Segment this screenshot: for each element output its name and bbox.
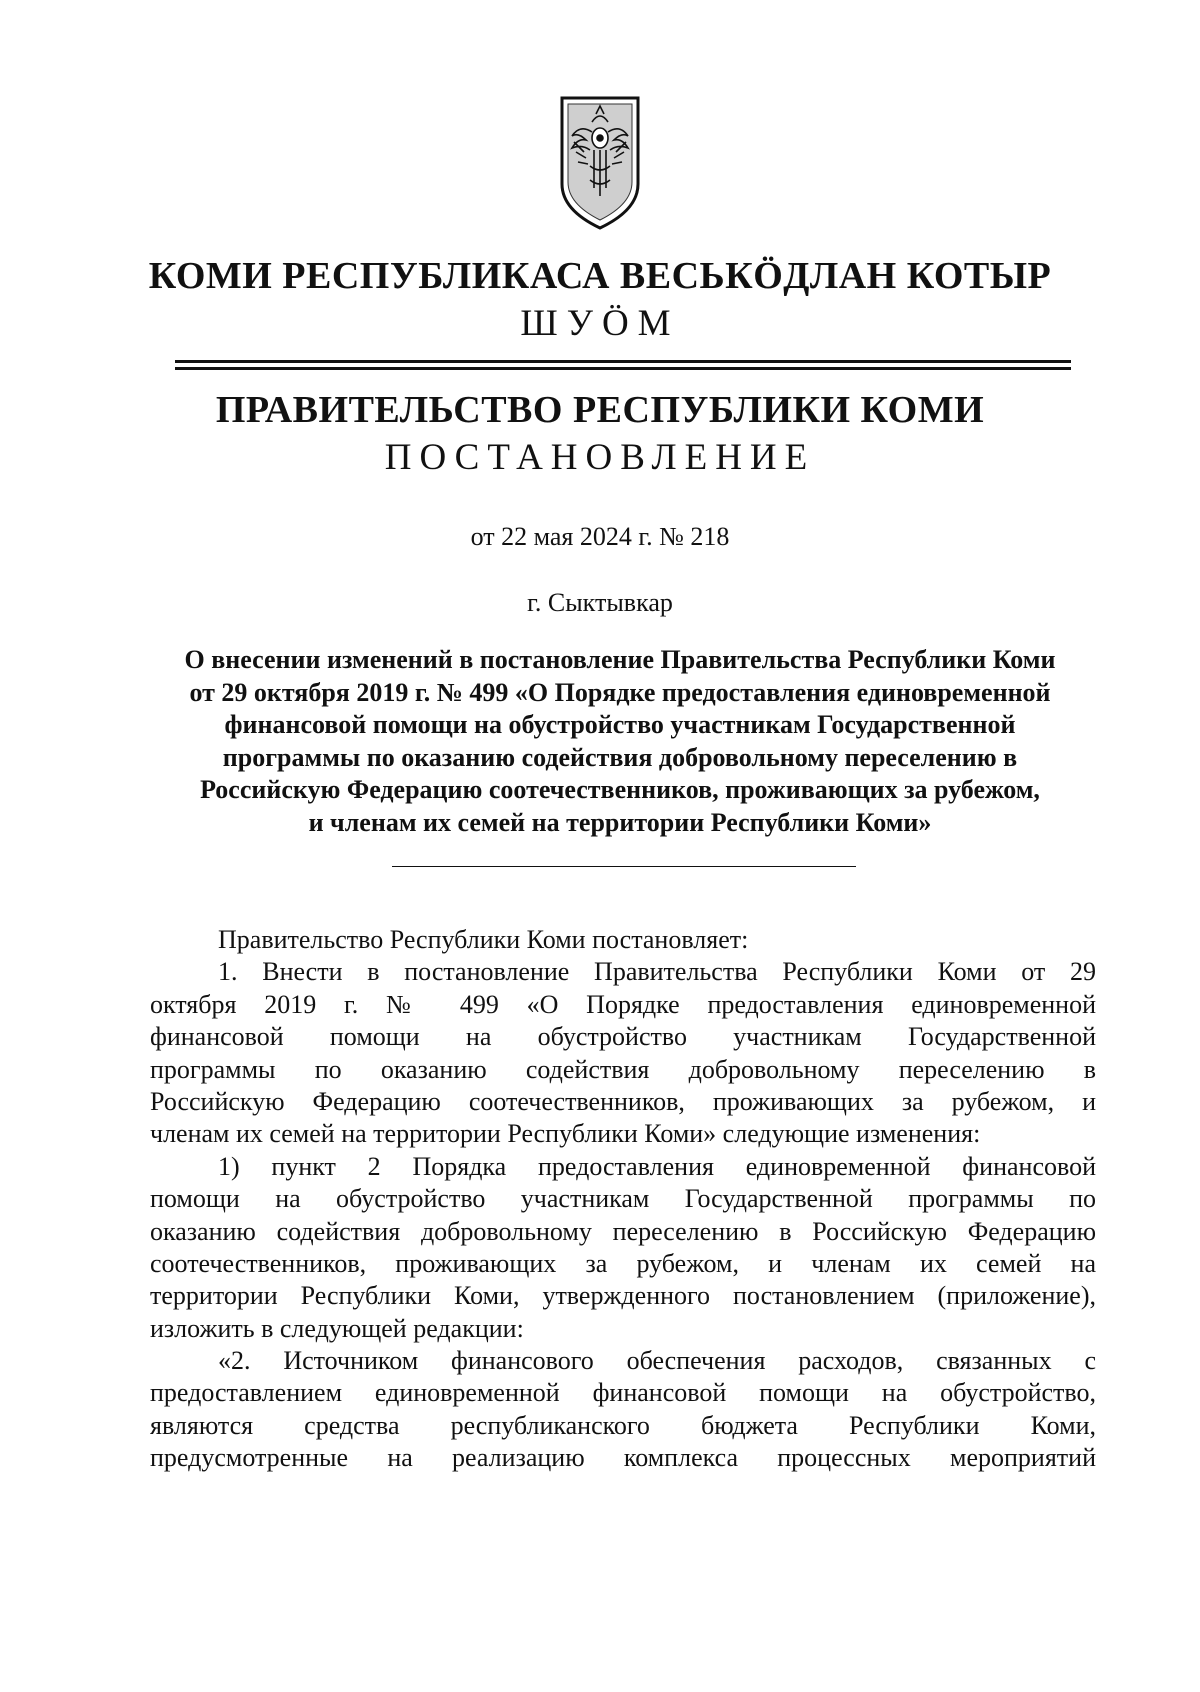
body-line: изложить в следующей редакции: [150,1313,524,1343]
subject-line: программы по оказанию содействия добровольному переселению в [222,742,1018,772]
body-line: финансовой помощи на обустройство участникам Государственной [150,1022,1096,1052]
komi-document-type: ШУӦМ [520,303,680,344]
russian-government-title: ПРАВИТЕЛЬСТВО РЕСПУБЛИКИ КОМИ [215,389,985,431]
document-subject-heading [150,644,1090,839]
subject-line: Российскую Федерацию соотечественников, проживающих за рубежом, [200,775,1040,804]
subject-line: и членам их семей на территории Республики Коми» [308,807,932,837]
body-line: оказанию содействия добровольному переселению в Российскую Федерацию [150,1216,1096,1246]
document-body [150,924,1096,1475]
body-line: «2. Источником финансового обеспечения расходов, связанных с [218,1346,1096,1376]
body-line: являются средства республиканского бюджета Республики Коми, [150,1410,1096,1440]
russian-document-type: ПОСТАНОВЛЕНИЕ [384,437,816,478]
coat-of-arms-emblem [556,92,644,232]
body-line: предоставлением единовременной финансовой помощи на обустройство, [150,1378,1096,1408]
body-line: предусмотренные на реализацию комплекса процессных мероприятий [150,1443,1096,1473]
body-line: 1) пункт 2 Порядка предоставления единовременной финансовой [218,1151,1096,1181]
body-line: 1. Внести в постановление Правительства Республики Коми от 29 [218,957,1096,987]
body-line: Российскую Федерацию соотечественников, проживающих за рубежом, и [150,1086,1096,1116]
subject-line: от 29 октября 2019 г. № 499 «О Порядке предоставления единовременной [189,677,1051,707]
body-line: октября 2019 г. № 499 «О Порядке предоставления единовременной [150,989,1096,1019]
subject-underline-divider [392,866,856,867]
document-date-number: от 22 мая 2024 г. № 218 [470,522,730,551]
header-double-divider [175,360,1071,370]
body-line: программы по оказанию содействия добровольному переселению в [150,1054,1096,1084]
body-line: помощи на обустройство участникам Государственной программы по [150,1184,1096,1214]
body-line: соотечественников, проживающих за рубежом, и членам их семей на [150,1248,1096,1278]
subject-line: финансовой помощи на обустройство участникам Государственной [224,710,1016,739]
subject-line: О внесении изменений в постановление Правительства Республики Коми [184,645,1056,674]
komi-government-title: КОМИ РЕСПУБЛИКАСА ВЕСЬКӦДЛАН КОТЫР [148,255,1052,297]
body-line: членам их семей на территории Республики Коми» следующие изменения: [150,1119,981,1149]
body-line: Правительство Республики Коми постановляет: [218,925,749,954]
document-city: г. Сыктывкар [527,588,673,617]
body-line: территории Республики Коми, утвержденного постановлением (приложение), [150,1281,1096,1311]
